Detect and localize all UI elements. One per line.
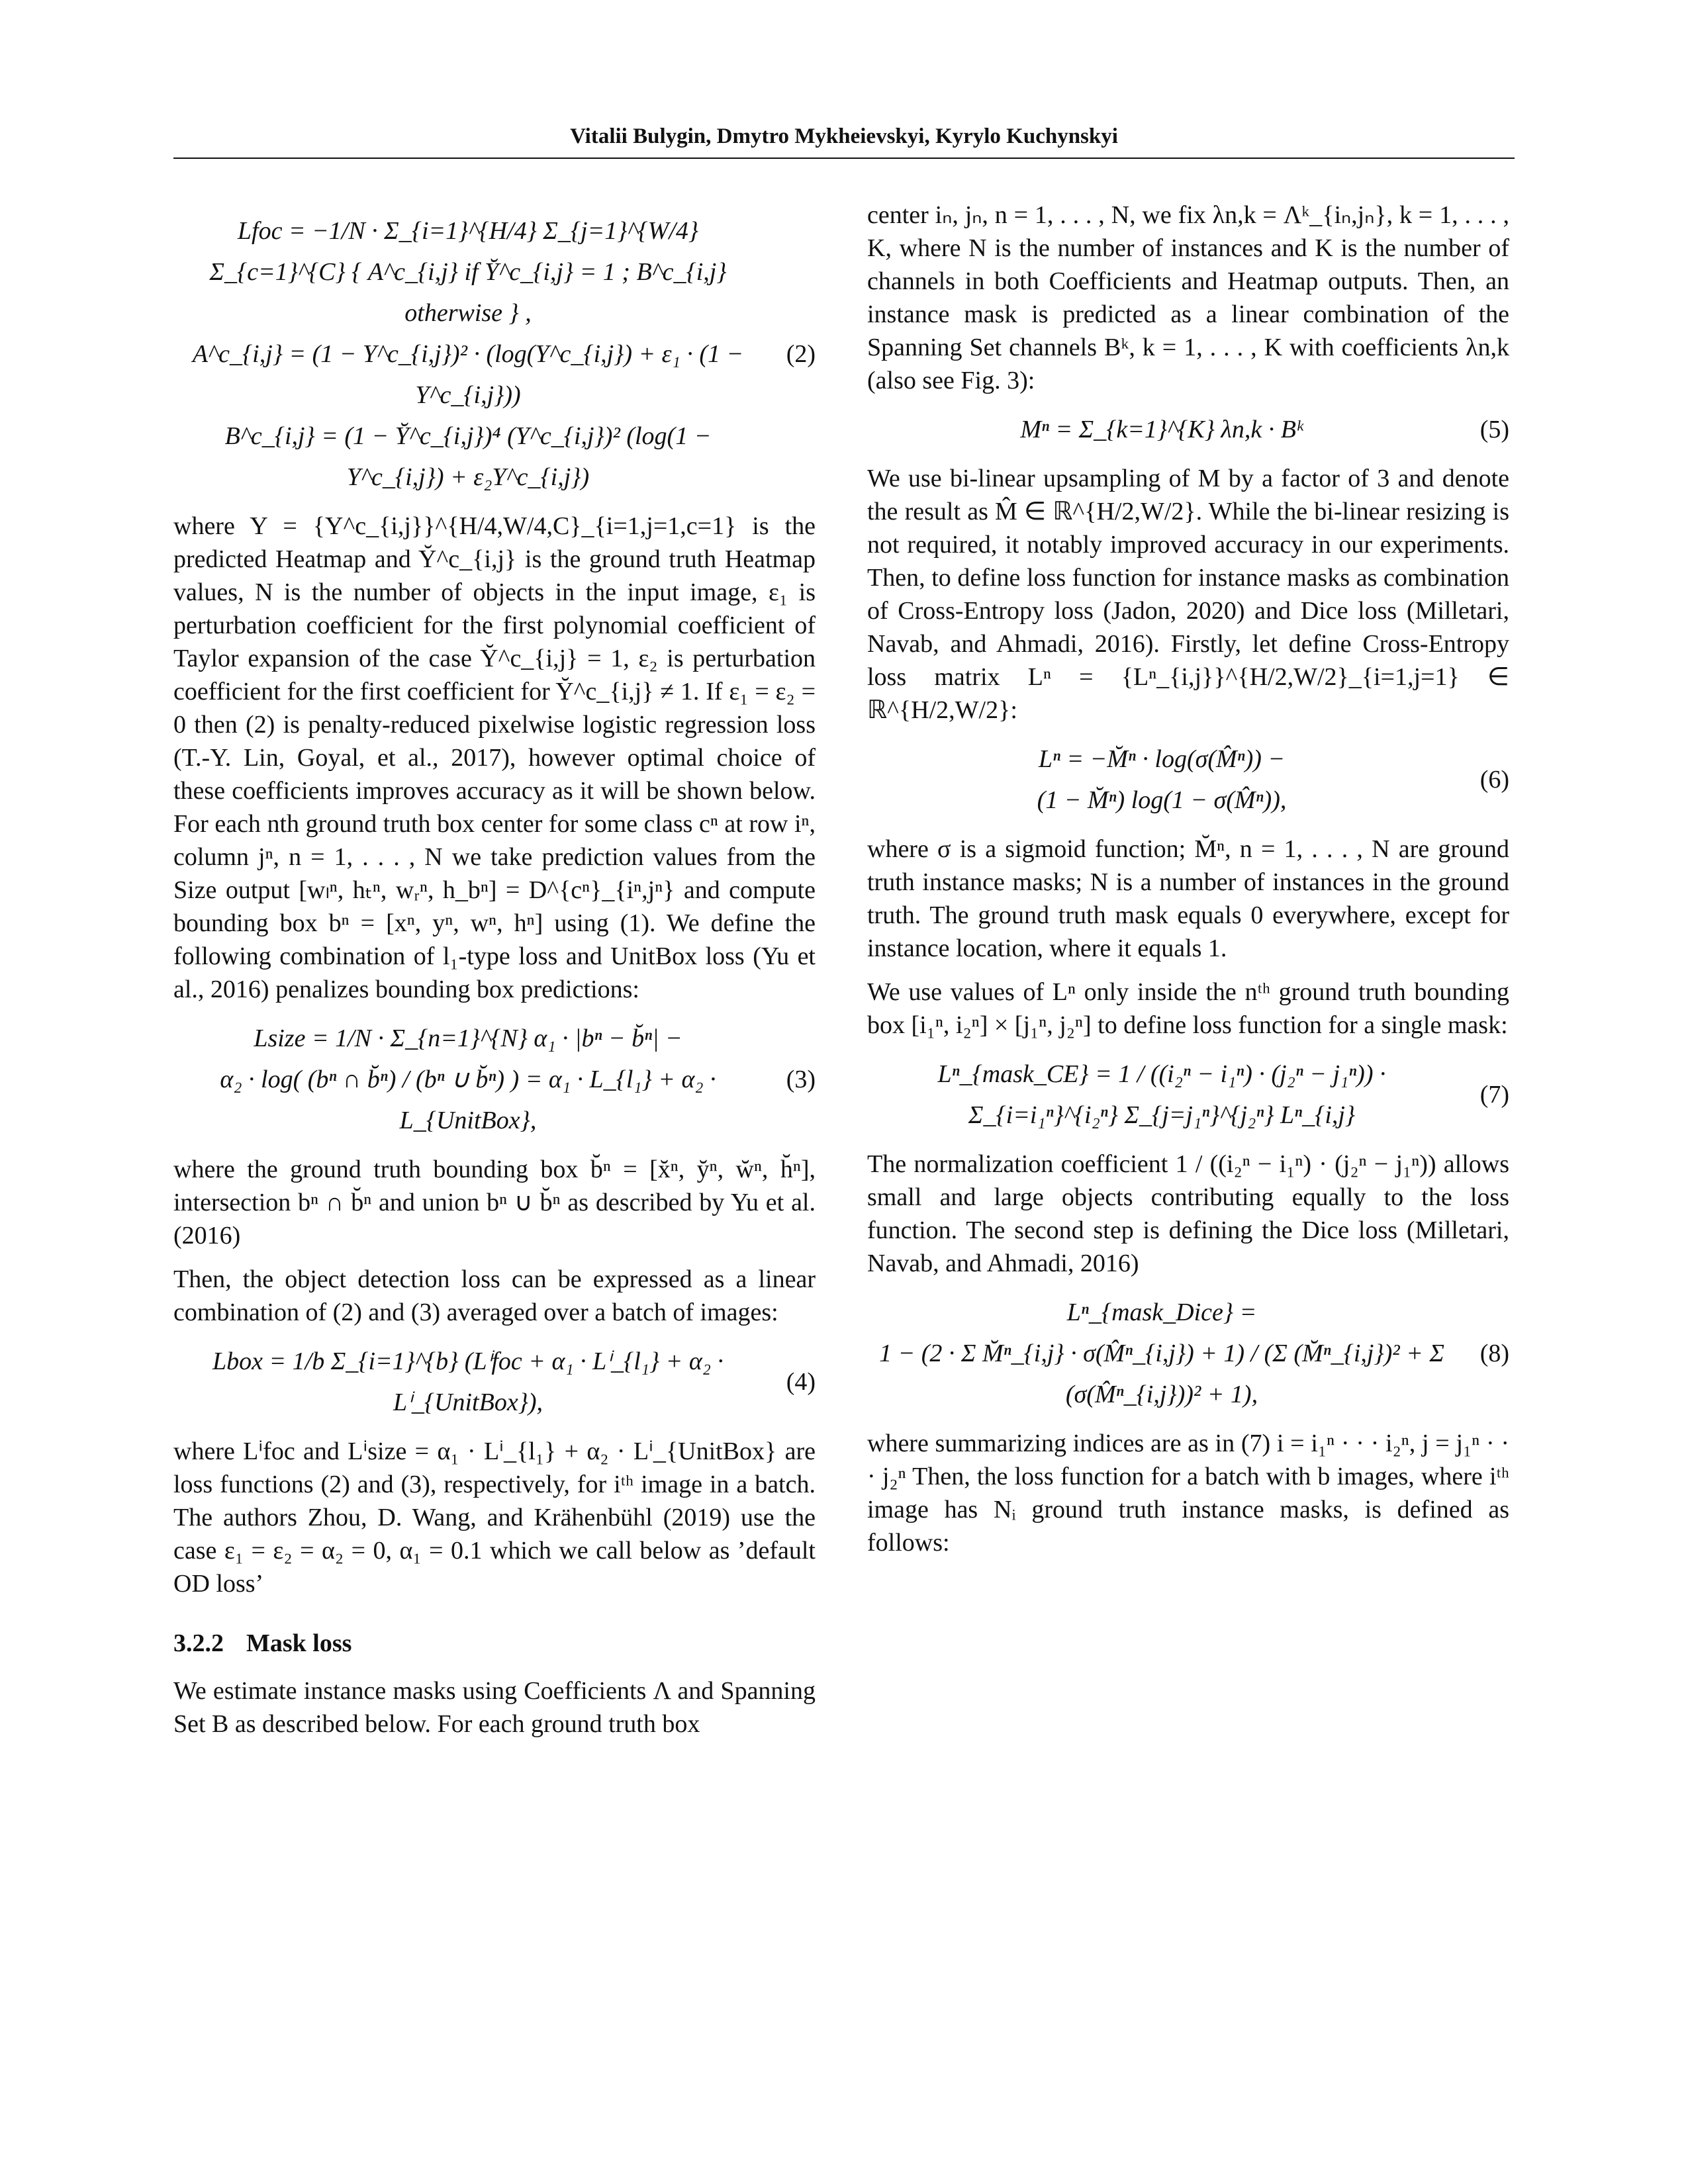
equation-2 <box>173 210 816 498</box>
equation-number: (8) <box>1479 1340 1509 1367</box>
equation-body: Lbox = 1/b Σ_{i=1}^{b} (Lⁱfoc + α₁ · Lⁱ_{l₁} + α₂ · Lⁱ_{UnitBox}), <box>212 1347 724 1416</box>
section-heading <box>173 1627 816 1660</box>
equation-body: Lⁿ_{mask_Dice} = 1 − (2 · Σ M̆ⁿ_{i,j} · σ(M̂ⁿ_{i,j}) + 1) / (Σ (M̆ⁿ_{i,j})² + Σ (σ(M̂ⁿ_{i,j}))² + 1), <box>879 1298 1444 1408</box>
equation-number: (3) <box>786 1066 816 1093</box>
equation-5 <box>867 409 1509 450</box>
right-column <box>867 199 1509 1570</box>
section-number: 3.2.2 <box>173 1629 224 1657</box>
left-column <box>173 199 816 1751</box>
paragraph: where Lⁱfoc and Lⁱsize = α₁ · Lⁱ_{l₁} + α₂ · Lⁱ_{UnitBox} are loss functions (2) and (3), respectively, for iᵗʰ image in a batch. The authors Zhou, D. Wang, and Krähenbühl (2019) use the case ε₁ = ε₂ = α₂ = 0, α₁ = 0.1 which we call below as ’default OD loss’ <box>173 1437 816 1598</box>
page-header-authors: Vitalii Bulygin, Dmytro Mykheievskyi, Kyrylo Kuchynskyi <box>570 124 1118 148</box>
paragraph: center iₙ, jₙ, n = 1, . . . , N, we fix λn,k = Λᵏ_{iₙ,jₙ}, k = 1, . . . , K, where N is the number of instances and K is the number of channels in both Coefficients and Heatmap outputs. Then, an instance mask is predicted as a linear combination of the Spanning Set channels Bᵏ, k = 1, . . . , K with coefficients λn,k (also see Fig. 3): <box>867 201 1509 394</box>
equation-body: Lⁿ = −M̆ⁿ · log(σ(M̂ⁿ)) − (1 − M̆ⁿ) log(1 − σ(M̂ⁿ)), <box>1037 745 1287 814</box>
paragraph: We estimate instance masks using Coefficients Λ and Spanning Set B as described below. For each ground truth box <box>173 1677 816 1738</box>
section-title: Mask loss <box>246 1629 352 1657</box>
paragraph: We use bi-linear upsampling of M by a factor of 3 and denote the result as M̂ ∈ ℝ^{H/2,W/2}. While the bi-linear resizing is not required, it notably improved accuracy in our experiments. Then, to define loss function for instance masks as combination of Cross-Entropy loss (Jadon, 2020) and Dice loss (Milletari, Navab, and Ahmadi, 2016). Firstly, let define Cross-Entropy loss matrix Lⁿ = {Lⁿ_{i,j}}^{H/2,W/2}_{i=1,j=1} ∈ ℝ^{H/2,W/2}: <box>867 465 1509 724</box>
equation-number: (6) <box>1479 766 1509 794</box>
equation-3 <box>173 1018 816 1141</box>
equation-number: (2) <box>786 340 816 368</box>
equation-7 <box>867 1054 1509 1136</box>
equation-body: Lfoc = −1/N · Σ_{i=1}^{H/4} Σ_{j=1}^{W/4} Σ_{c=1}^{C} { A^c_{i,j} if Y̆^c_{i,j} = 1 ; B^c_{i,j} otherwise } , A^c_{i,j} = (1 − Y^c_{i,j})² · (log(Y^c_{i,j}) + ε₁ · (1 − Y^c_{i,j})) B^c_{i,j} = (1 − Y̆^c_{i,j})⁴ (Y^c_{i,j})² (log(1 − Y^c_{i,j}) + ε₂Y^c_{i,j}) <box>192 217 744 491</box>
equation-4 <box>173 1341 816 1423</box>
equation-number: (5) <box>1479 416 1509 443</box>
paragraph: where σ is a sigmoid function; M̆ⁿ, n = 1, . . . , N are ground truth instance masks; N is a number of instances in the ground truth. The ground truth mask equals 0 everywhere, except for instance location, where it equals 1. <box>867 835 1509 962</box>
paragraph: We use values of Lⁿ only inside the nᵗʰ ground truth bounding box [i₁ⁿ, i₂ⁿ] × [j₁ⁿ, j₂ⁿ] to define loss function for a single mask: <box>867 978 1509 1039</box>
equation-6 <box>867 739 1509 821</box>
equation-8 <box>867 1292 1509 1415</box>
paragraph: Then, the object detection loss can be expressed as a linear combination of (2) and (3) averaged over a batch of images: <box>173 1265 816 1326</box>
equation-body: Lsize = 1/N · Σ_{n=1}^{N} α₁ · |bⁿ − b̆ⁿ| − α₂ · log( (bⁿ ∩ b̆ⁿ) / (bⁿ ∪ b̆ⁿ) ) = α₁ · L_{l₁} + α₂ · L_{UnitBox}, <box>220 1024 716 1134</box>
equation-body: Mⁿ = Σ_{k=1}^{K} λn,k · Bᵏ <box>1020 416 1303 443</box>
equation-body: Lⁿ_{mask_CE} = 1 / ((i₂ⁿ − i₁ⁿ) · (j₂ⁿ − j₁ⁿ)) · Σ_{i=i₁ⁿ}^{i₂ⁿ} Σ_{j=j₁ⁿ}^{j₂ⁿ} Lⁿ_{i,j} <box>937 1060 1386 1129</box>
paragraph: where the ground truth bounding box b̆ⁿ = [x̆ⁿ, y̆ⁿ, w̆ⁿ, h̆ⁿ], intersection bⁿ ∩ b̆ⁿ and union bⁿ ∪ b̆ⁿ as described by Yu et al. (2016) <box>173 1156 816 1250</box>
paragraph: where Y = {Y^c_{i,j}}^{H/4,W/4,C}_{i=1,j=1,c=1} is the predicted Heatmap and Y̆^c_{i,j} is the ground truth Heatmap values, N is the number of objects in the input image, ε₁ is perturbation coefficient for the first polynomial coefficient of Taylor expansion of the case Y̆^c_{i,j} = 1, ε₂ is perturbation coefficient for the first coefficient for Y̆^c_{i,j} ≠ 1. If ε₁ = ε₂ = 0 then (2) is penalty-reduced pixelwise logistic regression loss (T.-Y. Lin, Goyal, et al., 2017), however optimal choice of these coefficients improves accuracy as it will be shown below. For each nth ground truth box center for some class cⁿ at row iⁿ, column jⁿ, n = 1, . . . , N we take prediction values from the Size output [wₗⁿ, hₜⁿ, wᵣⁿ, h_bⁿ] = D^{cⁿ}_{iⁿ,jⁿ} and compute bounding box bⁿ = [xⁿ, yⁿ, wⁿ, hⁿ] using (1). We define the following combination of l₁-type loss and UnitBox loss (Yu et al., 2016) penalizes bounding box predictions: <box>173 512 816 1003</box>
header-rule <box>173 158 1515 159</box>
equation-number: (7) <box>1479 1081 1509 1109</box>
paragraph: where summarizing indices are as in (7) i = i₁ⁿ · · · i₂ⁿ, j = j₁ⁿ · · · j₂ⁿ Then, the loss function for a batch with b images, where iᵗʰ image has Nᵢ ground truth instance masks, is defined as follows: <box>867 1430 1509 1557</box>
paragraph: The normalization coefficient 1 / ((i₂ⁿ − i₁ⁿ) · (j₂ⁿ − j₁ⁿ)) allows small and large objects contributing equally to the loss function. The second step is defining the Dice loss (Milletari, Navab, and Ahmadi, 2016) <box>867 1150 1509 1277</box>
equation-number: (4) <box>786 1368 816 1396</box>
